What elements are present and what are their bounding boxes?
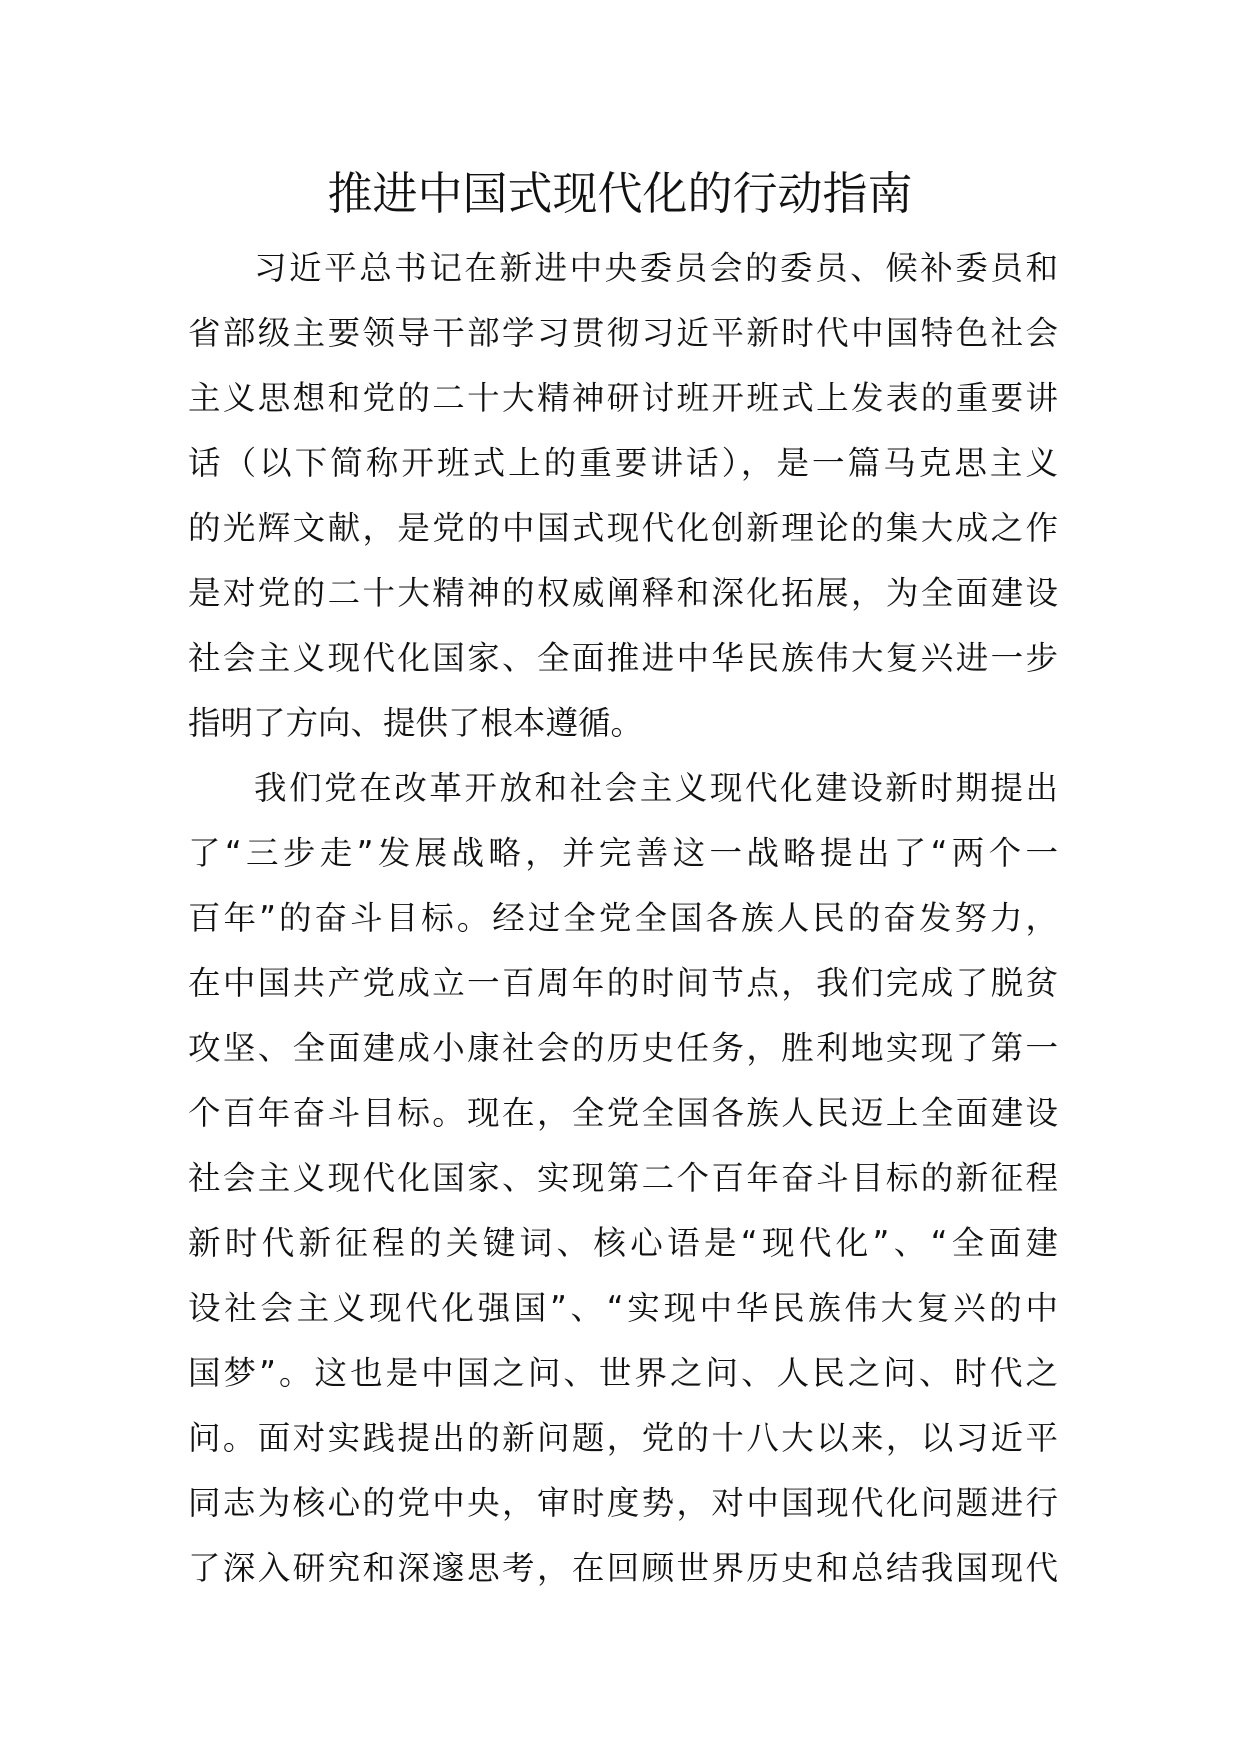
text-line: 主义思想和党的二十大精神研讨班开班式上发表的重要讲: [188, 379, 1058, 417]
text-line: 百年”的奋斗目标。经过全党全国各族人民的奋发努力，: [188, 899, 1058, 937]
text-line: 社会主义现代化国家、实现第二个百年奋斗目标的新征程: [188, 1159, 1058, 1197]
paragraph-1: [188, 236, 1058, 756]
text-line: 话（以下简称开班式上的重要讲话），是一篇马克思主义: [188, 444, 1058, 482]
paragraph-2: [188, 756, 1058, 1601]
text-line: 问。面对实践提出的新问题，党的十八大以来，以习近平: [188, 1419, 1058, 1457]
text-line: 的光辉文献，是党的中国式现代化创新理论的集大成之作: [188, 509, 1058, 547]
text-line: 同志为核心的党中央，审时度势，对中国现代化问题进行: [188, 1484, 1058, 1522]
text-line: 设社会主义现代化强国”、“实现中华民族伟大复兴的中: [188, 1289, 1058, 1327]
text-line: 国梦”。这也是中国之问、世界之问、人民之问、时代之: [188, 1354, 1058, 1392]
text-line: 社会主义现代化国家、全面推进中华民族伟大复兴进一步: [188, 639, 1058, 677]
text-line: 了深入研究和深邃思考，在回顾世界历史和总结我国现代: [188, 1549, 1058, 1587]
text-line: 是对党的二十大精神的权威阐释和深化拓展，为全面建设: [188, 574, 1058, 612]
text-line: 新时代新征程的关键词、核心语是“现代化”、“全面建: [188, 1224, 1058, 1262]
text-line: 了“三步走”发展战略，并完善这一战略提出了“两个一: [188, 834, 1058, 872]
text-line: 指明了方向、提供了根本遵循。: [188, 704, 644, 742]
document-title: 推进中国式现代化的行动指南: [327, 167, 913, 220]
text-line: 攻坚、全面建成小康社会的历史任务，胜利地实现了第一: [188, 1029, 1058, 1067]
text-line: 习近平总书记在新进中央委员会的委员、候补委员和: [254, 249, 1058, 287]
document-body: [188, 236, 1058, 1601]
text-line: 在中国共产党成立一百周年的时间节点，我们完成了脱贫: [188, 964, 1058, 1002]
text-line: 省部级主要领导干部学习贯彻习近平新时代中国特色社会: [188, 314, 1058, 352]
text-line: 个百年奋斗目标。现在，全党全国各族人民迈上全面建设: [188, 1094, 1058, 1132]
text-line: 我们党在改革开放和社会主义现代化建设新时期提出: [254, 769, 1058, 807]
